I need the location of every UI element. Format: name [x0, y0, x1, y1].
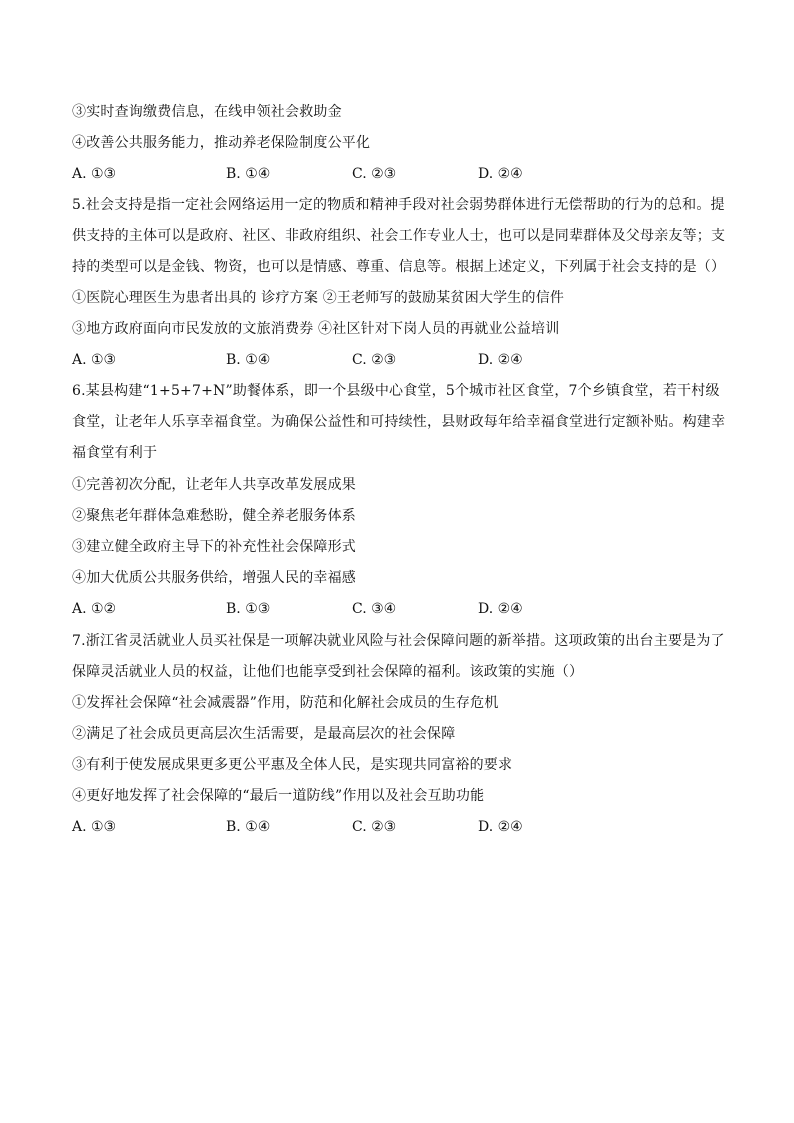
- q5-option-d: D. ②④: [478, 352, 523, 368]
- q5-option-a: A. ①③: [72, 352, 117, 368]
- q6-item-4: ④加大优质公共服务供给，增强人民的幸福感: [72, 570, 356, 586]
- q5-items-line-2: ③地方政府面向市民发放的文旅消费券 ④社区针对下岗人员的再就业公益培训: [72, 321, 560, 337]
- q6-item-2: ②聚焦老年群体急难愁盼，健全养老服务体系: [72, 508, 356, 524]
- q4-option-a: A. ①③: [72, 166, 117, 182]
- q4-option-c: C. ②③: [352, 166, 397, 182]
- q5-stem-line-3: 持的类型可以是金钱、物资，也可以是情感、尊重、信息等。根据上述定义，下列属于社会支持的是（）: [72, 259, 726, 275]
- q6-option-a: A. ①②: [72, 601, 117, 617]
- q6-stem-line-2: 食堂，让老年人乐享幸福食堂。为确保公益性和可持续性，县财政每年给幸福食堂进行定额补贴。构建幸: [72, 414, 726, 430]
- q5-option-b: B. ①④: [226, 352, 271, 368]
- q4-option-d: D. ②④: [478, 166, 523, 182]
- q4-item-4: ④改善公共服务能力，推动养老保险制度公平化: [72, 135, 371, 151]
- q7-option-b: B. ①④: [226, 819, 271, 835]
- q7-item-2: ②满足了社会成员更高层次生活需要，是最高层次的社会保障: [72, 726, 456, 742]
- q6-option-d: D. ②④: [478, 601, 523, 617]
- q5-option-c: C. ②③: [352, 352, 397, 368]
- q7-item-3: ③有利于使发展成果更多更公平惠及全体人民，是实现共同富裕的要求: [72, 757, 513, 773]
- q6-option-c: C. ③④: [352, 601, 397, 617]
- q7-option-a: A. ①③: [72, 819, 117, 835]
- q6-option-b: B. ①③: [226, 601, 271, 617]
- q7-stem-line-2: 保障灵活就业人员的权益，让他们也能享受到社会保障的福利。该政策的实施（）: [72, 664, 584, 680]
- q4-item-3: ③实时查询缴费信息，在线申领社会救助金: [72, 104, 342, 120]
- q5-items-line-1: ①医院心理医生为患者出具的 诊疗方案 ②王老师写的鼓励某贫困大学生的信件: [72, 290, 565, 306]
- q6-item-3: ③建立健全政府主导下的补充性社会保障形式: [72, 539, 356, 555]
- q6-item-1: ①完善初次分配，让老年人共享改革发展成果: [72, 477, 356, 493]
- q7-option-d: D. ②④: [478, 819, 523, 835]
- q7-stem-line-1: 7.浙江省灵活就业人员买社保是一项解决就业风险与社会保障问题的新举措。这项政策的出台主要是为了: [72, 633, 725, 649]
- q4-option-b: B. ①④: [226, 166, 271, 182]
- q7-option-c: C. ②③: [352, 819, 397, 835]
- q7-item-4: ④更好地发挥了社会保障的“最后一道防线”作用以及社会互助功能: [72, 788, 485, 804]
- q5-stem-line-1: 5.社会支持是指一定社会网络运用一定的物质和精神手段对社会弱势群体进行无偿帮助的行为的总和。提: [72, 197, 725, 213]
- q6-stem-line-1: 6.某县构建“1+5+7+N”助餐体系，即一个县级中心食堂，5个城市社区食堂，7个乡镇食堂，若干村级: [72, 383, 720, 399]
- q7-item-1: ①发挥社会保障“社会减震器”作用，防范和化解社会成员的生存危机: [72, 695, 499, 711]
- q6-stem-line-3: 福食堂有利于: [72, 445, 158, 461]
- q5-stem-line-2: 供支持的主体可以是政府、社区、非政府组织、社会工作专业人士，也可以是同辈群体及父母亲友等；支: [72, 228, 726, 244]
